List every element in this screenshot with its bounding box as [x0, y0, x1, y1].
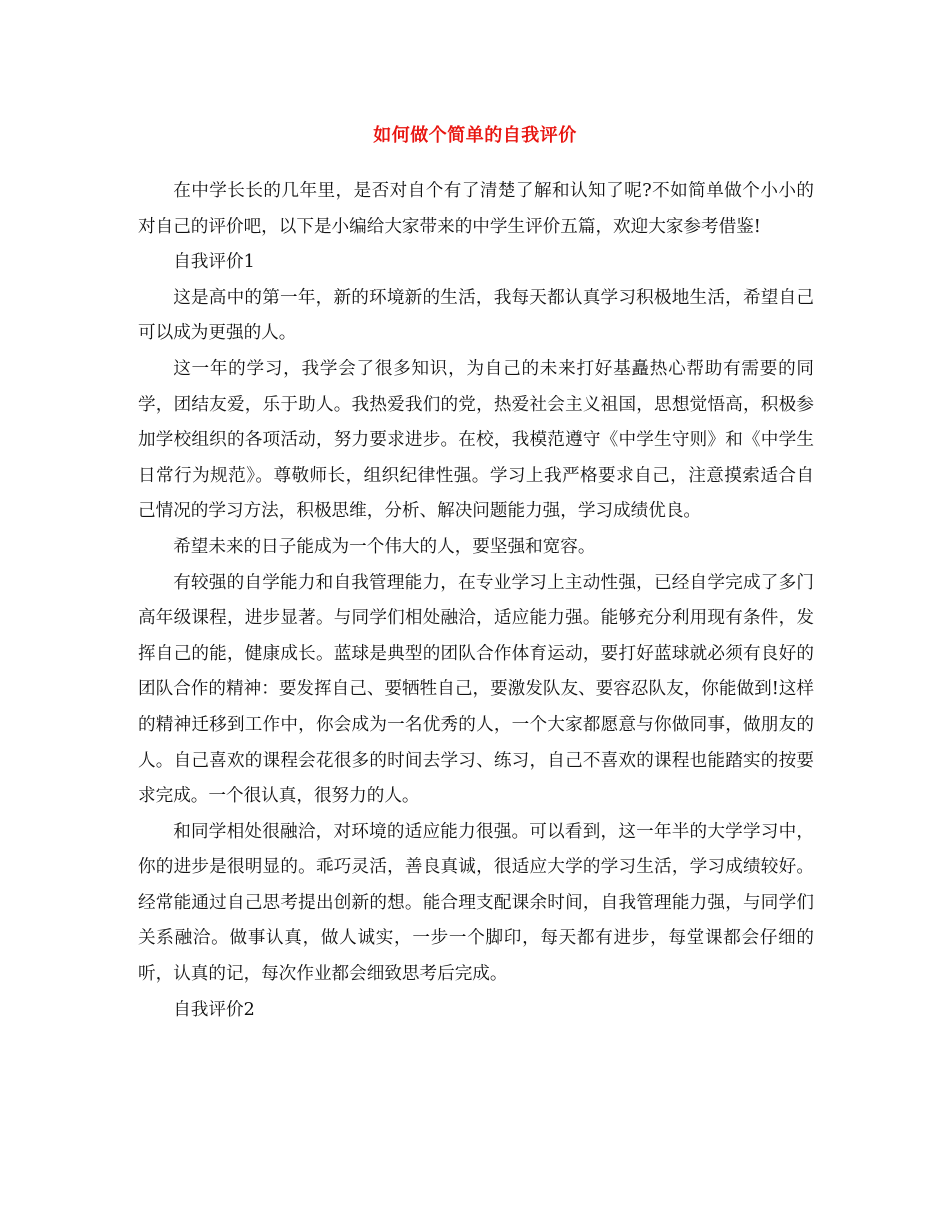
paragraph: 和同学相处很融洽，对环境的适应能力很强。可以看到，这一年半的大学学习中，你的进步是很明显的。乖巧灵活，善良真诚，很适应大学的学习生活，学习成绩较好。经常能通过自己思考提出创新的想。能合理支配课余时间，自我管理能力强，与同学们关系融洽。做事认真，做人诚实，一步一个脚印，每天都有进步，每堂课都会仔细的听，认真的记，每次作业都会细致思考后完成。 — [138, 821, 814, 985]
paragraph: 这一年的学习，我学会了很多知识，为自己的未来打好基矗热心帮助有需要的同学，团结友爱，乐于助人。我热爱我们的党，热爱社会主义祖国，思想觉悟高，积极参加学校组织的各项活动，努力要求进步。在校，我模范遵守《中学生守则》和《中学生日常行为规范》。尊敬师长，组织纪律性强。学习上我严格要求自己，注意摸索适合自己情况的学习方法，积极思维，分析、解决问题能力强，学习成绩优良。 — [138, 358, 814, 522]
paragraph: 希望未来的日子能成为一个伟大的人，要坚强和宽容。 — [173, 536, 596, 557]
section-heading-2: 自我评价2 — [173, 999, 255, 1020]
paragraph: 有较强的自学能力和自我管理能力，在专业学习上主动性强，已经自学完成了多门高年级课程，进步显著。与同学们相处融洽，适应能力强。能够充分利用现有条件，发挥自己的能，健康成长。蓝球是典型的团队合作体育运动，要打好蓝球就必须有良好的团队合作的精神：要发挥自己、要牺牲自己，要激发队友、要容忍队友，你能做到!这样的精神迁移到工作中，你会成为一名优秀的人，一个大家都愿意与你做同事，做朋友的人。自己喜欢的课程会花很多的时间去学习、练习，自己不喜欢的课程也能踏实的按要求完成。一个很认真，很努力的人。 — [138, 572, 814, 807]
document-body — [138, 174, 814, 1028]
document-title: 如何做个简单的自我评价 — [373, 125, 577, 146]
section-heading-1: 自我评价1 — [173, 252, 255, 273]
paragraph: 这是高中的第一年，新的环境新的生活，我每天都认真学习积极地生活，希望自己可以成为更强的人。 — [138, 287, 814, 344]
intro-paragraph: 在中学长长的几年里，是否对自个有了清楚了解和认知了呢?不如简单做个小小的对自己的评价吧，以下是小编给大家带来的中学生评价五篇，欢迎大家参考借鉴! — [138, 181, 814, 237]
